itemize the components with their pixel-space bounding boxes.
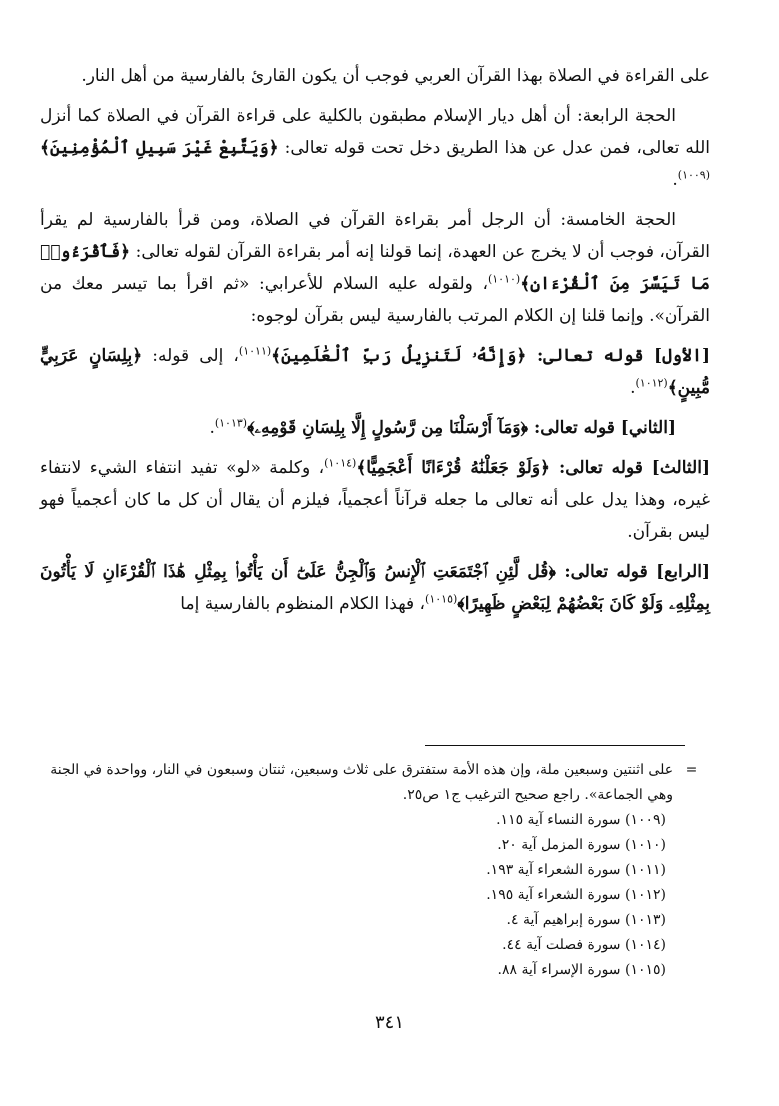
footnote-1011: (١٠١١) سورة الشعراء آية ١٩٣. — [486, 862, 666, 878]
argument-5-label: الحجة الخامسة: — [560, 210, 676, 230]
footnote-ref-1014[interactable]: (١٠١٤) — [324, 456, 357, 470]
paragraph-argument-5 — [40, 204, 710, 332]
footnote-ref-1015[interactable]: (١٠١٥) — [425, 592, 458, 606]
argument-4-end: . — [672, 170, 678, 190]
quran-verse-1011: ﴿وَإِنَّهُۥ لَتَنزِيلُ رَبِّ ٱلْعَٰلَمِينَ﴾ — [271, 346, 537, 366]
quran-verse-1015: ﴿قُل لَّئِنِ ٱجْتَمَعَتِ ٱلْإِنسُ وَٱلْجِنُّ عَلَىٰٓ أَن يَأْتُوا۟ بِمِثْلِ هَٰذَا ٱلْقُرْءَانِ لَا يَأْتُونَ بِمِثْلِهِۦ وَلَوْ كَانَ بَعْضُهُمْ لِبَعْضٍ ظَهِيرًا﴾ — [40, 562, 710, 614]
continuation-text: على اثنتين وسبعين ملة، وإن هذه الأمة ستفترق على ثلاث وسبعين، ثنتان وسبعون في النار، وواحدة في الجنة وهي الجماعة». راجع صحيح الترغيب ج١ ص٢٥. — [50, 762, 674, 803]
reason-1-mid: ، إلى قوله: — [142, 346, 239, 366]
paragraph-reason-4 — [40, 556, 710, 620]
reason-1-end: . — [630, 378, 636, 398]
reason-4-text: ، فهذا الكلام المنظوم بالفارسية إما — [180, 594, 426, 614]
paragraph-1-text: على القراءة في الصلاة بهذا القرآن العربي فوجب أن يكون القارئ بالفارسية من أهل النار. — [81, 66, 710, 86]
reason-3-label: [الثالث] قوله تعالى: — [558, 458, 710, 478]
footnote-ref-1013[interactable]: (١٠١٣) — [214, 416, 248, 430]
argument-5-text-1: أن الرجل أمر بقراءة القرآن في الصلاة، ومن قرأ بالفارسية لم يقرأ القرآن، فوجب أن لا يخرج عن العهدة، إنما قولنا إنه أمر بقراءة القرآن لقوله تعالى: — [40, 210, 710, 262]
reason-4-label: [الرابع] قوله تعالى: — [564, 562, 710, 582]
quran-verse-1013: ﴿وَمَآ أَرْسَلْنَا مِن رَّسُولٍ إِلَّا بِلِسَانِ قَوْمِهِۦ﴾ — [247, 418, 535, 438]
quran-verse-1010: ﴿فَٱقْرَءُوا۟ مَا تَيَسَّرَ مِنَ ٱلْقُرْءَانِ﴾ — [40, 242, 710, 294]
footnote-continuation — [40, 758, 700, 808]
footnote-1010: (١٠١٠) سورة المزمل آية ٢٠. — [497, 837, 666, 853]
footnote-ref-1010[interactable]: (١٠١٠) — [487, 272, 521, 286]
paragraph-reason-1 — [40, 340, 710, 404]
footnote-divider — [425, 745, 685, 746]
page-number: ٣٤١ — [374, 1012, 404, 1033]
reason-1-label: [الأول] قوله تعالى: — [536, 346, 710, 366]
argument-4-text: أن أهل ديار الإسلام مطبقون بالكلية على قراءة القرآن في الصلاة كما أنزل الله تعالى، فمن عدل عن هذا الطريق دخل تحت قوله تعالى: — [40, 106, 710, 158]
reason-2-end: . — [209, 418, 215, 438]
quran-verse-1009: ﴿وَيَتَّبِعْ غَيْرَ سَبِيلِ ٱلْمُؤْمِنِينَ﴾ — [40, 138, 279, 158]
argument-5-text-2: ، ولقوله عليه السلام للأعرابي: «ثم اقرأ بما تيسر معك من القرآن». وإنما قلنا إن الكلام المرتب بالفارسية ليس بقرآن لوجوه: — [40, 274, 710, 326]
paragraph-1 — [40, 60, 710, 92]
argument-4-label: الحجة الرابعة: — [576, 106, 676, 126]
footnote-1009: (١٠٠٩) سورة النساء آية ١١٥. — [496, 812, 666, 828]
paragraph-reason-2 — [40, 412, 710, 444]
continuation-marker: = — [685, 762, 698, 778]
footnote-ref-1012[interactable]: (١٠١٢) — [635, 376, 668, 390]
footnotes-section — [40, 758, 700, 983]
reason-2-label: [الثاني] قوله تعالى: — [534, 418, 676, 438]
paragraph-reason-3 — [40, 452, 710, 548]
quran-verse-1012: ﴿بِلِسَانٍ عَرَبِيٍّ مُّبِينٍ﴾ — [40, 346, 710, 398]
paragraph-argument-4 — [40, 100, 710, 196]
footnote-ref-1009[interactable]: (١٠٠٩) — [677, 168, 710, 182]
footnote-1012: (١٠١٢) سورة الشعراء آية ١٩٥. — [486, 887, 666, 903]
reason-3-text: ، وكلمة «لو» تفيد انتفاء الشيء لانتفاء غيره، وهذا يدل على أنه تعالى ما جعله قرآناً أعجمياً، فيلزم أن يقال أن كل ما كان أعجمياً فهو ليس بقرآن. — [40, 458, 710, 542]
footnote-ref-1011[interactable]: (١٠١١) — [238, 344, 272, 358]
page-body — [40, 60, 710, 628]
footnote-1015: (١٠١٥) سورة الإسراء آية ٨٨. — [497, 962, 666, 978]
footnote-1013: (١٠١٣) سورة إبراهيم آية ٤. — [506, 912, 666, 928]
footnote-1014: (١٠١٤) سورة فصلت آية ٤٤. — [502, 937, 666, 953]
quran-verse-1014: ﴿وَلَوْ جَعَلْنَٰهُ قُرْءَانًا أَعْجَمِيًّا﴾ — [356, 458, 559, 478]
